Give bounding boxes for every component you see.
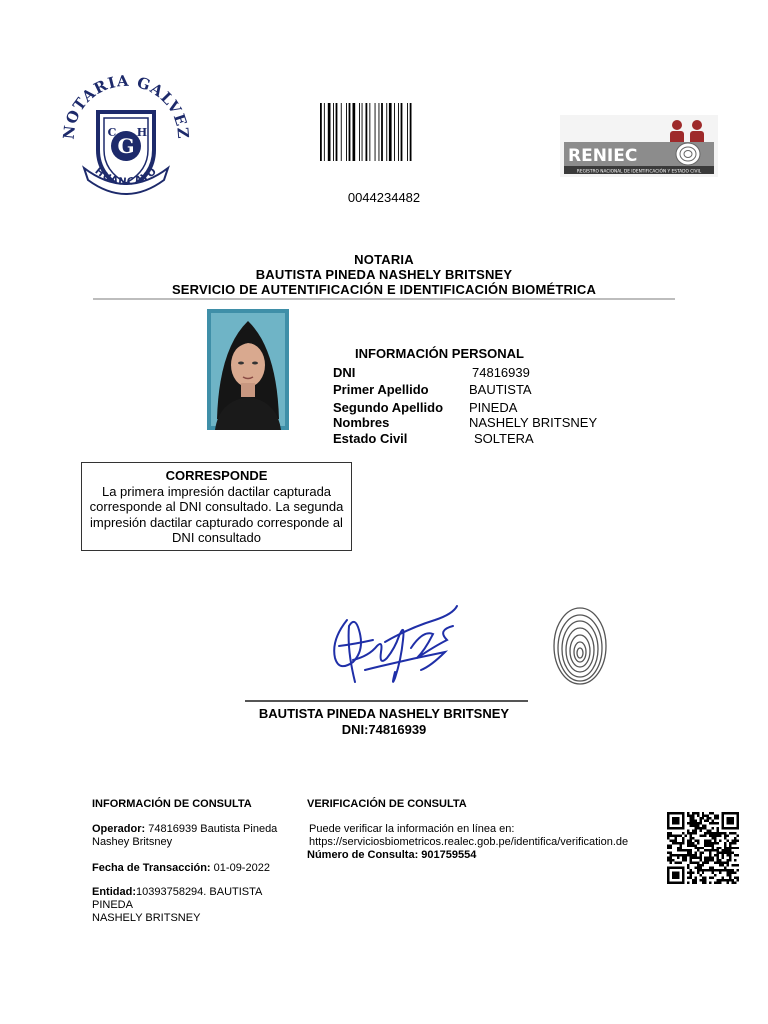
nombres-label: Nombres	[333, 415, 390, 430]
estado-value: SOLTERA	[474, 431, 534, 446]
entidad-label: Entidad:	[92, 886, 136, 898]
signature	[325, 600, 465, 695]
fecha-value: 01-09-2022	[213, 862, 270, 874]
verif-url[interactable]: https://serviciosbiometricos.realec.gob.pe/identifica/verification.de	[309, 836, 629, 848]
verif-text: Puede verificar la información en línea en:	[309, 823, 515, 835]
verif-consulta-title: VERIFICACIÓN DE CONSULTA	[307, 798, 467, 810]
signature-dni: DNI:74816939	[341, 722, 427, 737]
apellido1-label: Primer Apellido	[333, 382, 429, 397]
fingerprint	[552, 604, 608, 688]
apellido2-label: Segundo Apellido	[333, 400, 444, 415]
numero-label: Número de Consulta:	[307, 849, 419, 861]
barcode-number: 0044234482	[347, 190, 421, 205]
entidad-value-2: PINEDA	[92, 899, 133, 911]
header-divider	[93, 298, 675, 300]
operador-value: 74816939 Bautista Pineda	[148, 823, 278, 835]
apellido2-value: PINEDA	[469, 400, 518, 415]
corresponde-box	[81, 462, 352, 551]
reniec-name: RENIEC	[568, 146, 638, 166]
svg-text:H: H	[136, 126, 148, 139]
svg-text:C: C	[107, 126, 117, 139]
id-photo	[207, 309, 289, 430]
dni-value: 74816939	[472, 365, 530, 380]
info-consulta-title: INFORMACIÓN DE CONSULTA	[92, 798, 252, 810]
logo-top-text: NOTARIA GALVEZ	[60, 72, 192, 141]
operador-value-2: Nashey Britsney	[92, 836, 173, 848]
signature-name: BAUTISTA PINEDA NASHELY BRITSNEY	[258, 706, 510, 721]
signature-line	[245, 700, 528, 702]
reniec-subtitle: REGISTRO NACIONAL DE IDENTIFICACIÓN Y ESTADO CIVIL	[576, 169, 702, 175]
header-service: SERVICIO DE AUTENTIFICACIÓN E IDENTIFICACIÓN BIOMÉTRICA	[171, 282, 597, 297]
notaria-galvez-logo	[60, 72, 192, 204]
apellido1-value: BAUTISTA	[469, 382, 532, 397]
nombres-value: NASHELY BRITSNEY	[469, 415, 598, 430]
qr-code	[664, 812, 742, 884]
corresponde-title: CORRESPONDE	[165, 468, 268, 483]
reniec-logo	[560, 115, 718, 177]
operador-label: Operador:	[92, 823, 146, 835]
entidad-value-3: NASHELY BRITSNEY	[92, 912, 201, 924]
estado-label: Estado Civil	[333, 431, 408, 446]
logo-bottom-text: HUANCAYO	[92, 165, 160, 189]
personal-info-title: INFORMACIÓN PERSONAL	[355, 346, 524, 361]
fecha-label: Fecha de Transacción:	[92, 862, 211, 874]
numero-value: 901759554	[421, 849, 477, 861]
barcode	[320, 103, 438, 161]
svg-text:G: G	[117, 134, 135, 158]
dni-label: DNI	[333, 365, 356, 380]
header-name: BAUTISTA PINEDA NASHELY BRITSNEY	[255, 267, 513, 282]
header-notaria: NOTARIA	[354, 252, 414, 267]
entidad-value: 10393758294. BAUTISTA	[136, 886, 263, 898]
corresponde-text: La primera impresión dactilar capturada corresponde al DNI consultado. La segunda impresión dactilar capturado corresponde al DNI consultado	[89, 483, 344, 545]
